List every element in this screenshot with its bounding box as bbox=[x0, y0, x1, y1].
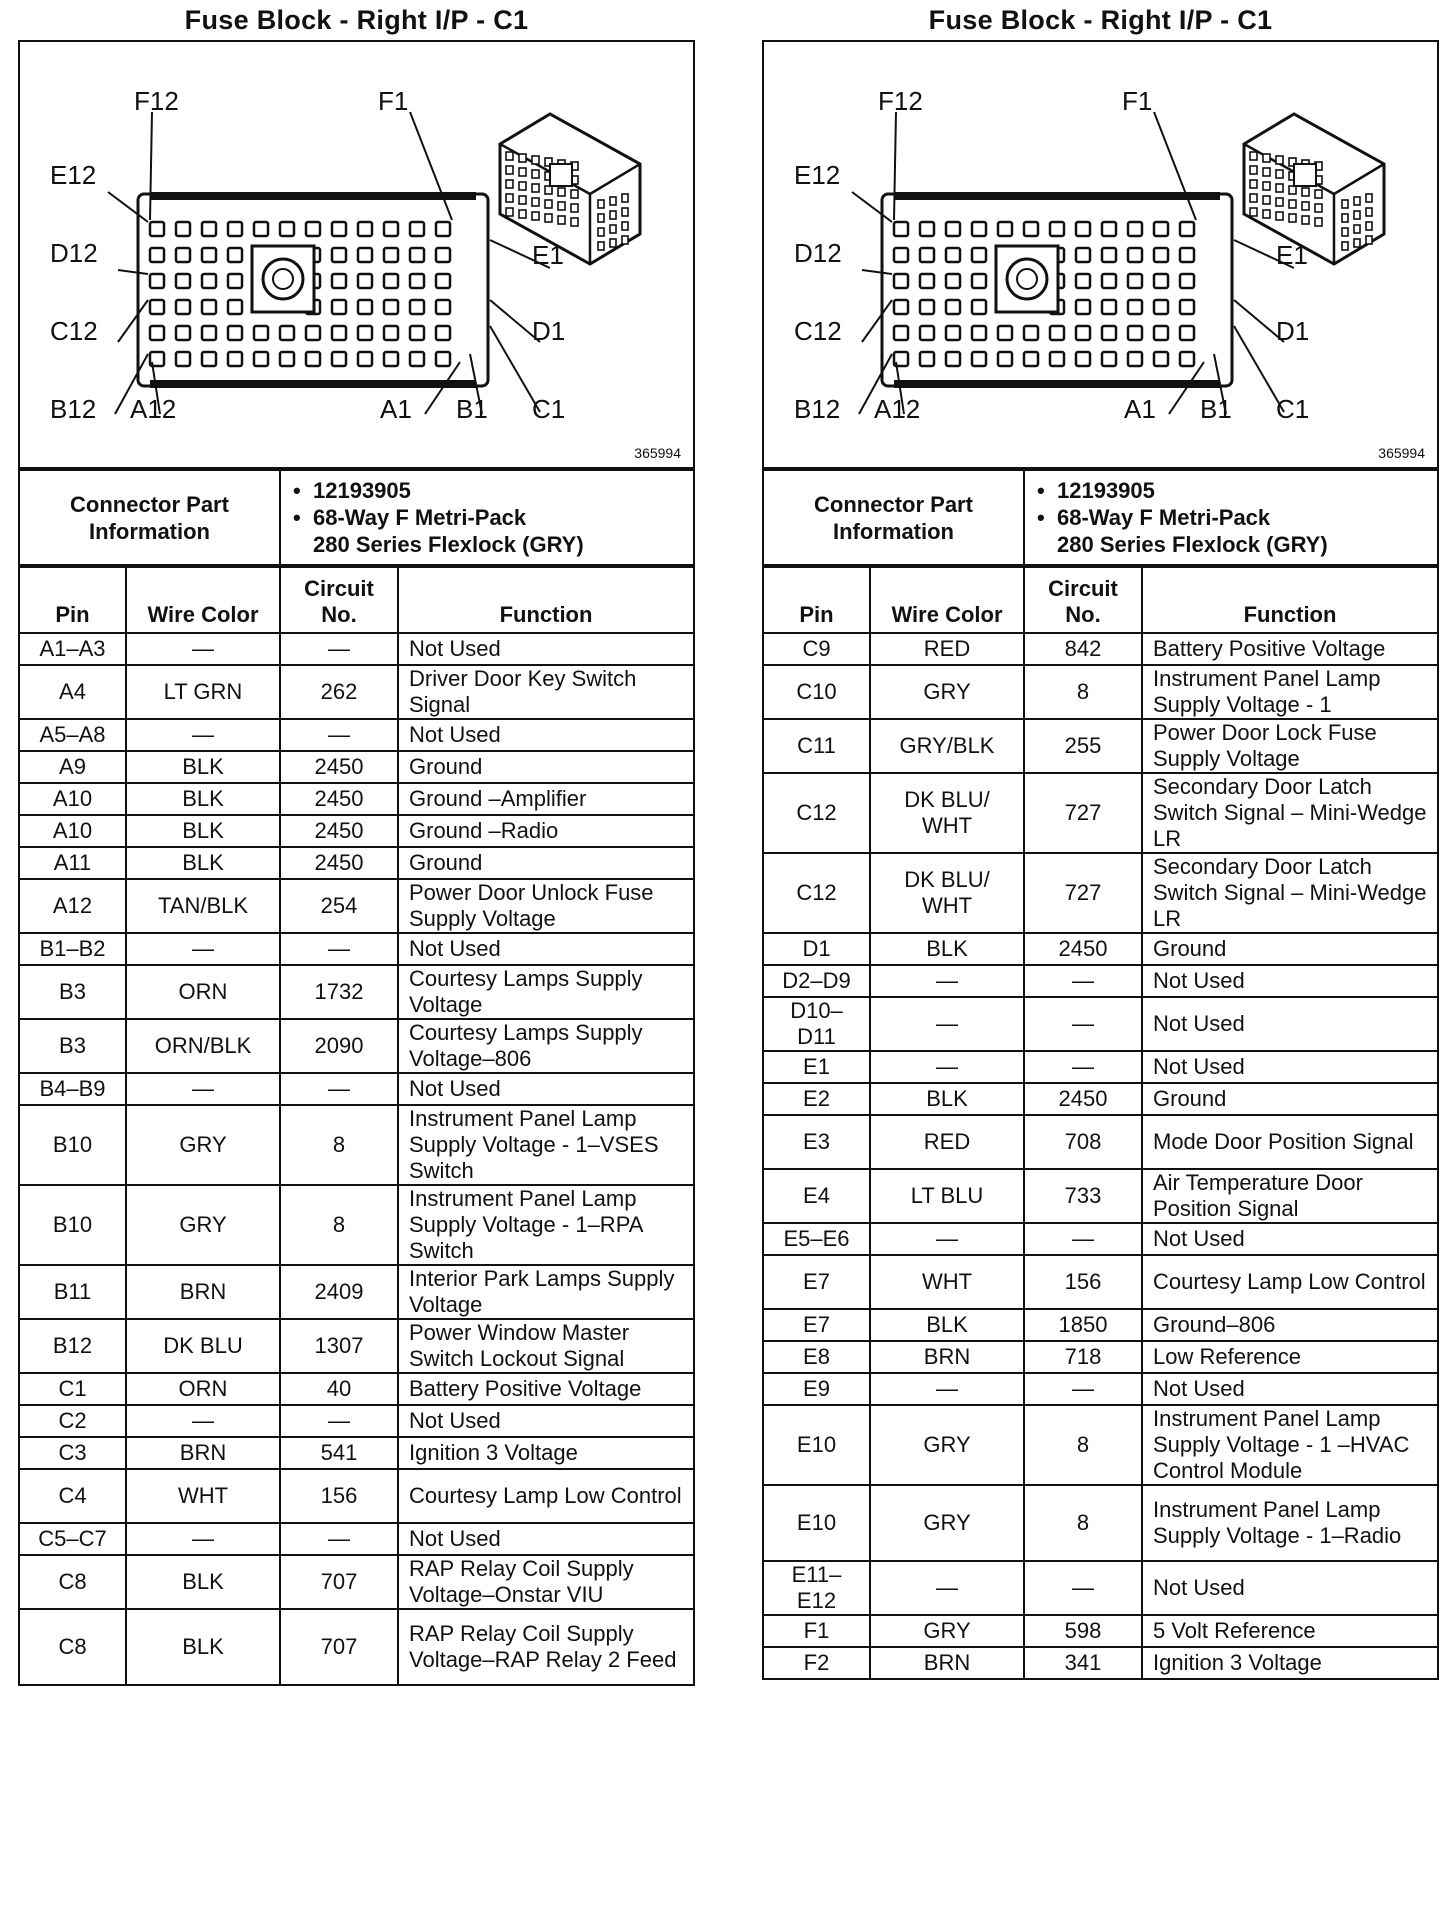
function-cell: Courtesy Lamp Low Control bbox=[1142, 1255, 1437, 1309]
function-cell: Power Door Unlock Fuse Supply Voltage bbox=[398, 879, 693, 933]
function-cell: Power Door Lock Fuse Supply Voltage bbox=[1142, 719, 1437, 773]
wire-color-cell: GRY bbox=[870, 665, 1024, 719]
header-function: Function bbox=[1142, 567, 1437, 633]
pin-cell: A12 bbox=[20, 879, 126, 933]
wire-color-cell: GRY/BLK bbox=[870, 719, 1024, 773]
table-row bbox=[20, 933, 693, 965]
pin-label-d12: D12 bbox=[50, 238, 98, 268]
function-cell: Not Used bbox=[398, 933, 693, 965]
table-row bbox=[764, 1309, 1437, 1341]
circuit-no-cell: 40 bbox=[280, 1373, 398, 1405]
connector-info-table bbox=[20, 469, 693, 566]
circuit-no-cell: 8 bbox=[1024, 665, 1142, 719]
pin-cell: C4 bbox=[20, 1469, 126, 1523]
function-cell: Air Temperature Door Position Signal bbox=[1142, 1169, 1437, 1223]
circuit-no-cell: 8 bbox=[280, 1105, 398, 1185]
pin-cell: E10 bbox=[764, 1485, 870, 1561]
wire-color-cell: DK BLU/ WHT bbox=[870, 773, 1024, 853]
wire-color-cell: RED bbox=[870, 1115, 1024, 1169]
wire-color-cell: BLK bbox=[870, 933, 1024, 965]
pin-cell: B11 bbox=[20, 1265, 126, 1319]
pin-cell: C3 bbox=[20, 1437, 126, 1469]
pin-label-d1: D1 bbox=[1276, 316, 1310, 346]
function-cell: Not Used bbox=[1142, 1561, 1437, 1615]
pin-cell: C1 bbox=[20, 1373, 126, 1405]
pin-cell: C9 bbox=[764, 633, 870, 665]
circuit-no-cell: — bbox=[1024, 1223, 1142, 1255]
wire-color-cell: BLK bbox=[126, 751, 280, 783]
function-cell: Courtesy Lamps Supply Voltage–806 bbox=[398, 1019, 693, 1073]
function-cell: Ground bbox=[398, 751, 693, 783]
wire-color-cell: WHT bbox=[870, 1255, 1024, 1309]
connector-face-drawing bbox=[764, 42, 1437, 467]
table-row bbox=[764, 1083, 1437, 1115]
connector-desc: • 68-Way F Metri-Pack 280 Series Flexlock (GRY) bbox=[291, 504, 683, 558]
figure-id: 365994 bbox=[1378, 445, 1425, 461]
wire-color-cell: ORN/BLK bbox=[126, 1019, 280, 1073]
circuit-no-cell: 156 bbox=[1024, 1255, 1142, 1309]
pin-cell: A11 bbox=[20, 847, 126, 879]
table-row bbox=[764, 773, 1437, 853]
wire-color-cell: — bbox=[126, 719, 280, 751]
part-number: • 12193905 bbox=[291, 477, 683, 504]
table-row bbox=[764, 1341, 1437, 1373]
function-cell: Instrument Panel Lamp Supply Voltage - 1–VSES Switch bbox=[398, 1105, 693, 1185]
pin-label-c1: C1 bbox=[532, 394, 566, 424]
table-row bbox=[764, 1615, 1437, 1647]
function-cell: Not Used bbox=[398, 1405, 693, 1437]
table-row bbox=[764, 1485, 1437, 1561]
circuit-no-cell: 8 bbox=[1024, 1405, 1142, 1485]
pin-cell: C2 bbox=[20, 1405, 126, 1437]
right-panel bbox=[762, 0, 1439, 1680]
circuit-no-cell: 718 bbox=[1024, 1341, 1142, 1373]
pin-cell: C8 bbox=[20, 1609, 126, 1685]
panel-title: Fuse Block - Right I/P - C1 bbox=[928, 5, 1273, 35]
table-row bbox=[20, 1265, 693, 1319]
wire-color-cell: BLK bbox=[126, 815, 280, 847]
pin-cell: C12 bbox=[764, 773, 870, 853]
wire-color-cell: GRY bbox=[870, 1615, 1024, 1647]
table-row bbox=[764, 1223, 1437, 1255]
table-row bbox=[20, 1373, 693, 1405]
table-row bbox=[764, 853, 1437, 933]
function-cell: Instrument Panel Lamp Supply Voltage - 1–RPA Switch bbox=[398, 1185, 693, 1265]
header-pin: Pin bbox=[20, 567, 126, 633]
connector-info-list bbox=[1024, 470, 1437, 565]
figure-id: 365994 bbox=[634, 445, 681, 461]
circuit-no-cell: 2450 bbox=[280, 815, 398, 847]
table-row bbox=[764, 1255, 1437, 1309]
function-cell: Instrument Panel Lamp Supply Voltage - 1–Radio bbox=[1142, 1485, 1437, 1561]
pin-label-f12: F12 bbox=[134, 86, 179, 116]
function-cell: Not Used bbox=[398, 1523, 693, 1555]
function-cell: Ignition 3 Voltage bbox=[398, 1437, 693, 1469]
circuit-no-cell: 2450 bbox=[280, 847, 398, 879]
circuit-no-cell: — bbox=[1024, 1051, 1142, 1083]
header-circuit-no: Circuit No. bbox=[280, 567, 398, 633]
wire-color-cell: — bbox=[870, 965, 1024, 997]
pin-cell: E7 bbox=[764, 1309, 870, 1341]
function-cell: Instrument Panel Lamp Supply Voltage - 1 –HVAC Control Module bbox=[1142, 1405, 1437, 1485]
circuit-no-cell: 842 bbox=[1024, 633, 1142, 665]
connector-info-title: Connector Part Information bbox=[764, 470, 1024, 565]
table-row bbox=[20, 719, 693, 751]
circuit-no-cell: 708 bbox=[1024, 1115, 1142, 1169]
function-cell: Courtesy Lamps Supply Voltage bbox=[398, 965, 693, 1019]
pin-cell: D2–D9 bbox=[764, 965, 870, 997]
wire-color-cell: BLK bbox=[870, 1309, 1024, 1341]
pin-label-d1: D1 bbox=[532, 316, 566, 346]
table-row bbox=[764, 1561, 1437, 1615]
header-wire-color: Wire Color bbox=[126, 567, 280, 633]
table-row bbox=[20, 1523, 693, 1555]
function-cell: Driver Door Key Switch Signal bbox=[398, 665, 693, 719]
pin-cell: B10 bbox=[20, 1105, 126, 1185]
wire-color-cell: GRY bbox=[126, 1185, 280, 1265]
circuit-no-cell: 341 bbox=[1024, 1647, 1142, 1679]
pin-label-e1: E1 bbox=[1276, 240, 1308, 270]
circuit-no-cell: 8 bbox=[1024, 1485, 1142, 1561]
function-cell: RAP Relay Coil Supply Voltage–Onstar VIU bbox=[398, 1555, 693, 1609]
pin-table bbox=[20, 566, 693, 1686]
function-cell: Not Used bbox=[1142, 1373, 1437, 1405]
wire-color-cell: BRN bbox=[870, 1647, 1024, 1679]
table-row bbox=[764, 1373, 1437, 1405]
table-row bbox=[20, 633, 693, 665]
table-row bbox=[764, 665, 1437, 719]
table-row bbox=[764, 1405, 1437, 1485]
pin-label-b12: B12 bbox=[794, 394, 841, 424]
circuit-no-cell: 156 bbox=[280, 1469, 398, 1523]
table-row bbox=[20, 879, 693, 933]
function-cell: 5 Volt Reference bbox=[1142, 1615, 1437, 1647]
wire-color-cell: — bbox=[126, 1073, 280, 1105]
function-cell: Not Used bbox=[1142, 1223, 1437, 1255]
pin-cell: E10 bbox=[764, 1405, 870, 1485]
wire-color-cell: — bbox=[870, 1373, 1024, 1405]
table-row bbox=[20, 1555, 693, 1609]
function-cell: RAP Relay Coil Supply Voltage–RAP Relay 2 Feed bbox=[398, 1609, 693, 1685]
circuit-no-cell: 2450 bbox=[280, 783, 398, 815]
wire-color-cell: ORN bbox=[126, 1373, 280, 1405]
circuit-no-cell: 727 bbox=[1024, 853, 1142, 933]
pin-label-e1: E1 bbox=[532, 240, 564, 270]
pin-label-a12: A12 bbox=[130, 394, 177, 424]
pin-label-d12: D12 bbox=[794, 238, 842, 268]
pin-label-f1: F1 bbox=[1122, 86, 1153, 116]
wire-color-cell: ORN bbox=[126, 965, 280, 1019]
table-row bbox=[20, 783, 693, 815]
pin-label-b12: B12 bbox=[50, 394, 97, 424]
function-cell: Ground bbox=[1142, 933, 1437, 965]
circuit-no-cell: 262 bbox=[280, 665, 398, 719]
wire-color-cell: GRY bbox=[870, 1405, 1024, 1485]
pin-cell: A10 bbox=[20, 783, 126, 815]
wire-color-cell: WHT bbox=[126, 1469, 280, 1523]
circuit-no-cell: 598 bbox=[1024, 1615, 1142, 1647]
pin-cell: E3 bbox=[764, 1115, 870, 1169]
function-cell: Not Used bbox=[398, 633, 693, 665]
function-cell: Ground –Amplifier bbox=[398, 783, 693, 815]
connector-diagram bbox=[20, 42, 693, 469]
circuit-no-cell: — bbox=[280, 933, 398, 965]
circuit-no-cell: 2450 bbox=[280, 751, 398, 783]
circuit-no-cell: — bbox=[1024, 1561, 1142, 1615]
wire-color-cell: LT GRN bbox=[126, 665, 280, 719]
pin-cell: F1 bbox=[764, 1615, 870, 1647]
function-cell: Not Used bbox=[1142, 997, 1437, 1051]
table-row bbox=[20, 1019, 693, 1073]
panel-title: Fuse Block - Right I/P - C1 bbox=[184, 5, 529, 35]
wire-color-cell: BLK bbox=[126, 1555, 280, 1609]
function-cell: Power Window Master Switch Lockout Signal bbox=[398, 1319, 693, 1373]
wire-color-cell: — bbox=[126, 1523, 280, 1555]
circuit-no-cell: 1850 bbox=[1024, 1309, 1142, 1341]
table-row bbox=[764, 933, 1437, 965]
circuit-no-cell: 2450 bbox=[1024, 933, 1142, 965]
circuit-no-cell: 707 bbox=[280, 1555, 398, 1609]
table-row bbox=[764, 1051, 1437, 1083]
function-cell: Battery Positive Voltage bbox=[398, 1373, 693, 1405]
pin-cell: C5–C7 bbox=[20, 1523, 126, 1555]
part-number: • 12193905 bbox=[1035, 477, 1427, 504]
connector-face-drawing bbox=[20, 42, 693, 467]
wire-color-cell: — bbox=[126, 633, 280, 665]
function-cell: Not Used bbox=[398, 719, 693, 751]
circuit-no-cell: 8 bbox=[280, 1185, 398, 1265]
wire-color-cell: — bbox=[870, 1223, 1024, 1255]
pin-cell: E2 bbox=[764, 1083, 870, 1115]
table-row bbox=[764, 633, 1437, 665]
pin-cell: B3 bbox=[20, 1019, 126, 1073]
pin-cell: C12 bbox=[764, 853, 870, 933]
pin-cell: E11– E12 bbox=[764, 1561, 870, 1615]
circuit-no-cell: 2450 bbox=[1024, 1083, 1142, 1115]
pin-cell: B12 bbox=[20, 1319, 126, 1373]
pin-cell: C11 bbox=[764, 719, 870, 773]
function-cell: Ground bbox=[1142, 1083, 1437, 1115]
pin-cell: D1 bbox=[764, 933, 870, 965]
table-row bbox=[764, 719, 1437, 773]
wire-color-cell: BLK bbox=[126, 1609, 280, 1685]
connector-info-table bbox=[764, 469, 1437, 566]
table-row bbox=[764, 1169, 1437, 1223]
pin-cell: E5–E6 bbox=[764, 1223, 870, 1255]
function-cell: Ignition 3 Voltage bbox=[1142, 1647, 1437, 1679]
wire-color-cell: — bbox=[126, 1405, 280, 1437]
circuit-no-cell: 2409 bbox=[280, 1265, 398, 1319]
wire-color-cell: BRN bbox=[870, 1341, 1024, 1373]
circuit-no-cell: 733 bbox=[1024, 1169, 1142, 1223]
pin-cell: E9 bbox=[764, 1373, 870, 1405]
pin-table bbox=[764, 566, 1437, 1680]
pin-cell: A5–A8 bbox=[20, 719, 126, 751]
table-row bbox=[20, 847, 693, 879]
table-row bbox=[20, 815, 693, 847]
function-cell: Secondary Door Latch Switch Signal – Mini-Wedge LR bbox=[1142, 773, 1437, 853]
pin-cell: E1 bbox=[764, 1051, 870, 1083]
pin-cell: B1–B2 bbox=[20, 933, 126, 965]
circuit-no-cell: 2090 bbox=[280, 1019, 398, 1073]
function-cell: Not Used bbox=[1142, 1051, 1437, 1083]
left-panel bbox=[18, 0, 695, 1686]
circuit-no-cell: 707 bbox=[280, 1609, 398, 1685]
table-row bbox=[764, 1115, 1437, 1169]
header-function: Function bbox=[398, 567, 693, 633]
table-row bbox=[20, 751, 693, 783]
wire-color-cell: BLK bbox=[126, 783, 280, 815]
wire-color-cell: TAN/BLK bbox=[126, 879, 280, 933]
table-row bbox=[20, 1437, 693, 1469]
pin-cell: B4–B9 bbox=[20, 1073, 126, 1105]
wire-color-cell: GRY bbox=[870, 1485, 1024, 1561]
wire-color-cell: DK BLU/ WHT bbox=[870, 853, 1024, 933]
table-row bbox=[20, 1105, 693, 1185]
circuit-no-cell: 541 bbox=[280, 1437, 398, 1469]
pin-cell: A10 bbox=[20, 815, 126, 847]
wire-color-cell: DK BLU bbox=[126, 1319, 280, 1373]
connector-diagram bbox=[764, 42, 1437, 469]
wire-color-cell: — bbox=[870, 1051, 1024, 1083]
wire-color-cell: — bbox=[870, 1561, 1024, 1615]
pin-cell: E4 bbox=[764, 1169, 870, 1223]
panel-frame bbox=[762, 40, 1439, 1680]
circuit-no-cell: 1732 bbox=[280, 965, 398, 1019]
wire-color-cell: — bbox=[870, 997, 1024, 1051]
table-row bbox=[764, 965, 1437, 997]
pin-label-e12: E12 bbox=[50, 160, 97, 190]
circuit-no-cell: — bbox=[280, 719, 398, 751]
function-cell: Mode Door Position Signal bbox=[1142, 1115, 1437, 1169]
function-cell: Battery Positive Voltage bbox=[1142, 633, 1437, 665]
wire-color-cell: — bbox=[126, 933, 280, 965]
pin-label-c1: C1 bbox=[1276, 394, 1310, 424]
function-cell: Not Used bbox=[1142, 965, 1437, 997]
circuit-no-cell: — bbox=[1024, 1373, 1142, 1405]
function-cell: Secondary Door Latch Switch Signal – Mini-Wedge LR bbox=[1142, 853, 1437, 933]
connector-desc: • 68-Way F Metri-Pack 280 Series Flexlock (GRY) bbox=[1035, 504, 1427, 558]
function-cell: Ground bbox=[398, 847, 693, 879]
circuit-no-cell: — bbox=[280, 1523, 398, 1555]
pin-label-b1: B1 bbox=[1200, 394, 1232, 424]
pin-label-e12: E12 bbox=[794, 160, 841, 190]
pin-cell: A9 bbox=[20, 751, 126, 783]
function-cell: Ground –Radio bbox=[398, 815, 693, 847]
panel-frame bbox=[18, 40, 695, 1686]
pin-label-a12: A12 bbox=[874, 394, 921, 424]
header-pin: Pin bbox=[764, 567, 870, 633]
pin-cell: B10 bbox=[20, 1185, 126, 1265]
table-row bbox=[20, 1609, 693, 1685]
pin-cell: C10 bbox=[764, 665, 870, 719]
pin-label-c12: C12 bbox=[50, 316, 98, 346]
pin-label-a1: A1 bbox=[380, 394, 412, 424]
circuit-no-cell: 727 bbox=[1024, 773, 1142, 853]
table-row bbox=[20, 1319, 693, 1373]
header-circuit-no: Circuit No. bbox=[1024, 567, 1142, 633]
wire-color-cell: BRN bbox=[126, 1437, 280, 1469]
pin-cell: D10– D11 bbox=[764, 997, 870, 1051]
function-cell: Ground–806 bbox=[1142, 1309, 1437, 1341]
table-row bbox=[20, 1185, 693, 1265]
pin-label-b1: B1 bbox=[456, 394, 488, 424]
pin-cell: E7 bbox=[764, 1255, 870, 1309]
function-cell: Low Reference bbox=[1142, 1341, 1437, 1373]
connector-info-title: Connector Part Information bbox=[20, 470, 280, 565]
table-row bbox=[764, 1647, 1437, 1679]
table-row bbox=[20, 665, 693, 719]
function-cell: Courtesy Lamp Low Control bbox=[398, 1469, 693, 1523]
pin-cell: A4 bbox=[20, 665, 126, 719]
wire-color-cell: LT BLU bbox=[870, 1169, 1024, 1223]
table-row bbox=[20, 1073, 693, 1105]
function-cell: Interior Park Lamps Supply Voltage bbox=[398, 1265, 693, 1319]
pin-label-f1: F1 bbox=[378, 86, 409, 116]
wire-color-cell: BRN bbox=[126, 1265, 280, 1319]
function-cell: Instrument Panel Lamp Supply Voltage - 1 bbox=[1142, 665, 1437, 719]
pin-cell: F2 bbox=[764, 1647, 870, 1679]
circuit-no-cell: — bbox=[280, 1073, 398, 1105]
pin-cell: C8 bbox=[20, 1555, 126, 1609]
circuit-no-cell: 1307 bbox=[280, 1319, 398, 1373]
wire-color-cell: GRY bbox=[126, 1105, 280, 1185]
circuit-no-cell: — bbox=[1024, 997, 1142, 1051]
pin-label-a1: A1 bbox=[1124, 394, 1156, 424]
circuit-no-cell: 254 bbox=[280, 879, 398, 933]
table-row bbox=[20, 965, 693, 1019]
table-row bbox=[764, 997, 1437, 1051]
header-wire-color: Wire Color bbox=[870, 567, 1024, 633]
wire-color-cell: BLK bbox=[870, 1083, 1024, 1115]
pin-label-f12: F12 bbox=[878, 86, 923, 116]
circuit-no-cell: — bbox=[280, 1405, 398, 1437]
table-row bbox=[20, 1405, 693, 1437]
wire-color-cell: RED bbox=[870, 633, 1024, 665]
function-cell: Not Used bbox=[398, 1073, 693, 1105]
circuit-no-cell: — bbox=[1024, 965, 1142, 997]
circuit-no-cell: — bbox=[280, 633, 398, 665]
pin-label-c12: C12 bbox=[794, 316, 842, 346]
pin-cell: E8 bbox=[764, 1341, 870, 1373]
pin-cell: A1–A3 bbox=[20, 633, 126, 665]
connector-info-list bbox=[280, 470, 693, 565]
circuit-no-cell: 255 bbox=[1024, 719, 1142, 773]
pin-cell: B3 bbox=[20, 965, 126, 1019]
wire-color-cell: BLK bbox=[126, 847, 280, 879]
table-row bbox=[20, 1469, 693, 1523]
